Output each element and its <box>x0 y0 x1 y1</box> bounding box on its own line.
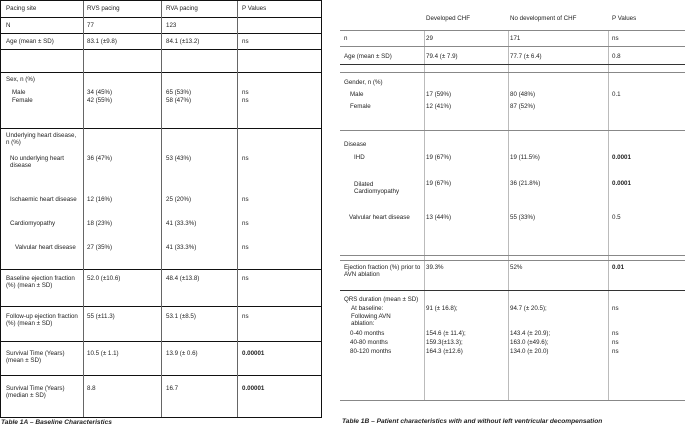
b-row-valv-p: 0.5 <box>612 214 621 221</box>
row-cardio-label: Cardiomyopathy <box>10 220 56 227</box>
row-sex-p-male: ns <box>242 89 249 96</box>
row-sex-label: Sex, n (%) <box>6 76 35 83</box>
b-row-qrs-m1-p: ns <box>612 330 619 337</box>
row-n-label: N <box>6 22 11 29</box>
row-age-p: ns <box>242 38 249 45</box>
b-row-dil-label: Dilated Cardiomyopathy <box>354 181 400 196</box>
row-n-rvs: 77 <box>87 22 94 29</box>
row-sex-male-label: Male <box>12 89 26 96</box>
caption-table-1b: Table 1B – Patient characteristics with and without left ventricular decompensation <box>342 418 603 425</box>
row-valv-label: Valvular heart disease <box>15 244 76 251</box>
b-row-qrs-m1-chf: 154.6 (± 11.4); <box>426 330 466 337</box>
row-cardio-rva: 41 (33.3%) <box>166 220 197 227</box>
b-row-gender-nochf-female: 87 (52%) <box>510 103 536 110</box>
b-row-gender-label: Gender, n (%) <box>344 79 383 86</box>
header-developed-chf: Developed CHF <box>426 15 471 22</box>
row-sex-rvs-female: 42 (55%) <box>87 97 113 104</box>
b-row-dil-chf: 19 (67%) <box>426 180 452 187</box>
b-row-n-p: ns <box>612 35 619 42</box>
b-row-ef-p: 0.01 <box>612 264 625 271</box>
b-row-dil-p: 0.0001 <box>612 180 631 187</box>
b-row-qrs-m3-nochf: 134.0 (± 20.0) <box>510 348 549 355</box>
b-row-qrs-baseline-label: At baseline: <box>351 305 384 312</box>
b-row-disease-label: Disease <box>344 141 367 148</box>
row-fef-label: Follow-up ejection fraction (%) (mean ± SD) <box>6 313 78 328</box>
row-surv-mean-rvs: 10.5 (± 1.1) <box>87 350 119 357</box>
b-row-qrs-m2-nochf: 163.0 (±49.6); <box>510 339 549 346</box>
b-row-valv-nochf: 55 (33%) <box>510 214 536 221</box>
caption-table-1a: Table 1A – Baseline Characteristics <box>1 419 112 426</box>
row-age-label: Age (mean ± SD) <box>6 38 54 45</box>
header-p-values-b: P Values <box>612 15 637 22</box>
row-valv-rvs: 27 (35%) <box>87 244 113 251</box>
row-fef-p: ns <box>242 313 249 320</box>
row-surv-mean-label: Survival Time (Years) (mean ± SD) <box>6 350 65 365</box>
header-rvs-pacing: RVS pacing <box>87 5 120 12</box>
row-uhd-label: Underlying heart disease, n (%) <box>6 132 77 147</box>
row-age-rva: 84.1 (±13.2) <box>166 38 200 45</box>
row-valv-rva: 41 (33.3%) <box>166 244 197 251</box>
b-row-qrs-baseline-nochf: 94.7 (± 20.5); <box>510 305 547 312</box>
b-row-ihd-chf: 19 (67%) <box>426 154 452 161</box>
row-uhd-none-rva: 53 (43%) <box>166 155 192 162</box>
row-sex-female-label: Female <box>12 97 33 104</box>
b-row-ef-chf: 39.3% <box>426 264 444 271</box>
table-1b <box>340 0 685 410</box>
b-row-valv-chf: 13 (44%) <box>426 214 452 221</box>
row-sex-rva-female: 58 (47%) <box>166 97 192 104</box>
b-row-ihd-nochf: 19 (11.5%) <box>510 154 540 161</box>
row-surv-median-rva: 16.7 <box>166 385 179 392</box>
row-surv-median-label: Survival Time (Years) (median ± SD) <box>6 385 65 400</box>
row-sex-rvs-male: 34 (45%) <box>87 89 113 96</box>
row-surv-median-p: 0.00001 <box>242 385 265 392</box>
row-fef-rva: 53.1 (±8.5) <box>166 313 196 320</box>
b-row-gender-male-label: Male <box>350 91 364 98</box>
row-uhd-none-p: ns <box>242 155 249 162</box>
row-isch-p: ns <box>242 196 249 203</box>
row-n-rva: 123 <box>166 22 177 29</box>
row-bef-rva: 48.4 (±13.8) <box>166 275 200 282</box>
row-surv-mean-p: 0.00001 <box>242 350 265 357</box>
row-cardio-rvs: 18 (23%) <box>87 220 113 227</box>
row-fef-rvs: 55 (±11.3) <box>87 313 115 320</box>
row-bef-p: ns <box>242 275 249 282</box>
b-row-gender-chf-male: 17 (59%) <box>426 91 452 98</box>
b-row-dil-nochf: 36 (21.8%) <box>510 180 541 187</box>
b-row-qrs-baseline-p: ns <box>612 305 619 312</box>
b-row-qrs-m3-label: 80-120 months <box>350 348 392 355</box>
header-p-values: P Values <box>242 5 267 12</box>
b-row-gender-p: 0.1 <box>612 91 621 98</box>
b-row-qrs-m1-nochf: 143.4 (± 20.9); <box>510 330 551 337</box>
b-row-qrs-baseline-chf: 91 (± 16.8); <box>426 305 458 312</box>
b-row-n-nochf: 171 <box>510 35 521 42</box>
row-age-rvs: 83.1 (±9.8) <box>87 38 117 45</box>
row-surv-mean-rva: 13.9 (± 0.6) <box>166 350 198 357</box>
b-row-ef-nochf: 52% <box>510 264 523 271</box>
b-row-qrs-m1-label: 0-40 months <box>350 330 385 337</box>
row-bef-rvs: 52.0 (±10.6) <box>87 275 121 282</box>
b-row-age-chf: 79.4 (± 7.9) <box>426 53 458 60</box>
header-pacing-site: Pacing site <box>6 5 37 12</box>
row-surv-median-rvs: 8.8 <box>87 385 96 392</box>
row-valv-p: ns <box>242 244 249 251</box>
header-rva-pacing: RVA pacing <box>166 5 198 12</box>
b-row-qrs-m2-chf: 159.3(±13.3); <box>426 339 463 346</box>
b-row-qrs-m3-chf: 164.3 (±12.6) <box>426 348 463 355</box>
b-row-gender-female-label: Female <box>350 103 371 110</box>
b-row-n-label: n <box>344 35 348 42</box>
row-uhd-none-label: No underlying heart disease <box>10 155 65 170</box>
row-isch-rva: 25 (20%) <box>166 196 192 203</box>
row-isch-label: Ischaemic heart disease <box>10 196 77 203</box>
row-sex-rva-male: 65 (53%) <box>166 89 192 96</box>
b-row-ihd-label: IHD <box>354 154 365 161</box>
b-row-n-chf: 29 <box>426 35 433 42</box>
b-row-qrs-m3-p: ns <box>612 348 619 355</box>
header-no-development-chf: No development of CHF <box>510 15 577 22</box>
b-row-gender-nochf-male: 80 (48%) <box>510 91 536 98</box>
b-row-gender-chf-female: 12 (41%) <box>426 103 452 110</box>
b-row-ef-label: Ejection fraction (%) prior to AVN ablation <box>344 264 421 279</box>
b-row-ihd-p: 0.0001 <box>612 154 631 161</box>
row-uhd-none-rvs: 36 (47%) <box>87 155 113 162</box>
row-sex-p-female: ns <box>242 97 249 104</box>
b-row-qrs-label: QRS duration (mean ± SD) <box>344 296 419 303</box>
row-cardio-p: ns <box>242 220 249 227</box>
table-1a <box>0 0 322 418</box>
b-row-age-nochf: 77.7 (± 6.4) <box>510 53 542 60</box>
b-row-age-p: 0.8 <box>612 53 621 60</box>
row-isch-rvs: 12 (16%) <box>87 196 113 203</box>
row-bef-label: Baseline ejection fraction (%) (mean ± SD) <box>6 275 75 290</box>
b-row-valv-label: Valvular heart disease <box>349 214 410 221</box>
b-row-age-label: Age (mean ± SD) <box>344 53 392 60</box>
b-row-qrs-following-label: Following AVN ablation: <box>351 313 391 328</box>
b-row-qrs-m2-p: ns <box>612 339 619 346</box>
b-row-qrs-m2-label: 40-80 months <box>350 339 388 346</box>
